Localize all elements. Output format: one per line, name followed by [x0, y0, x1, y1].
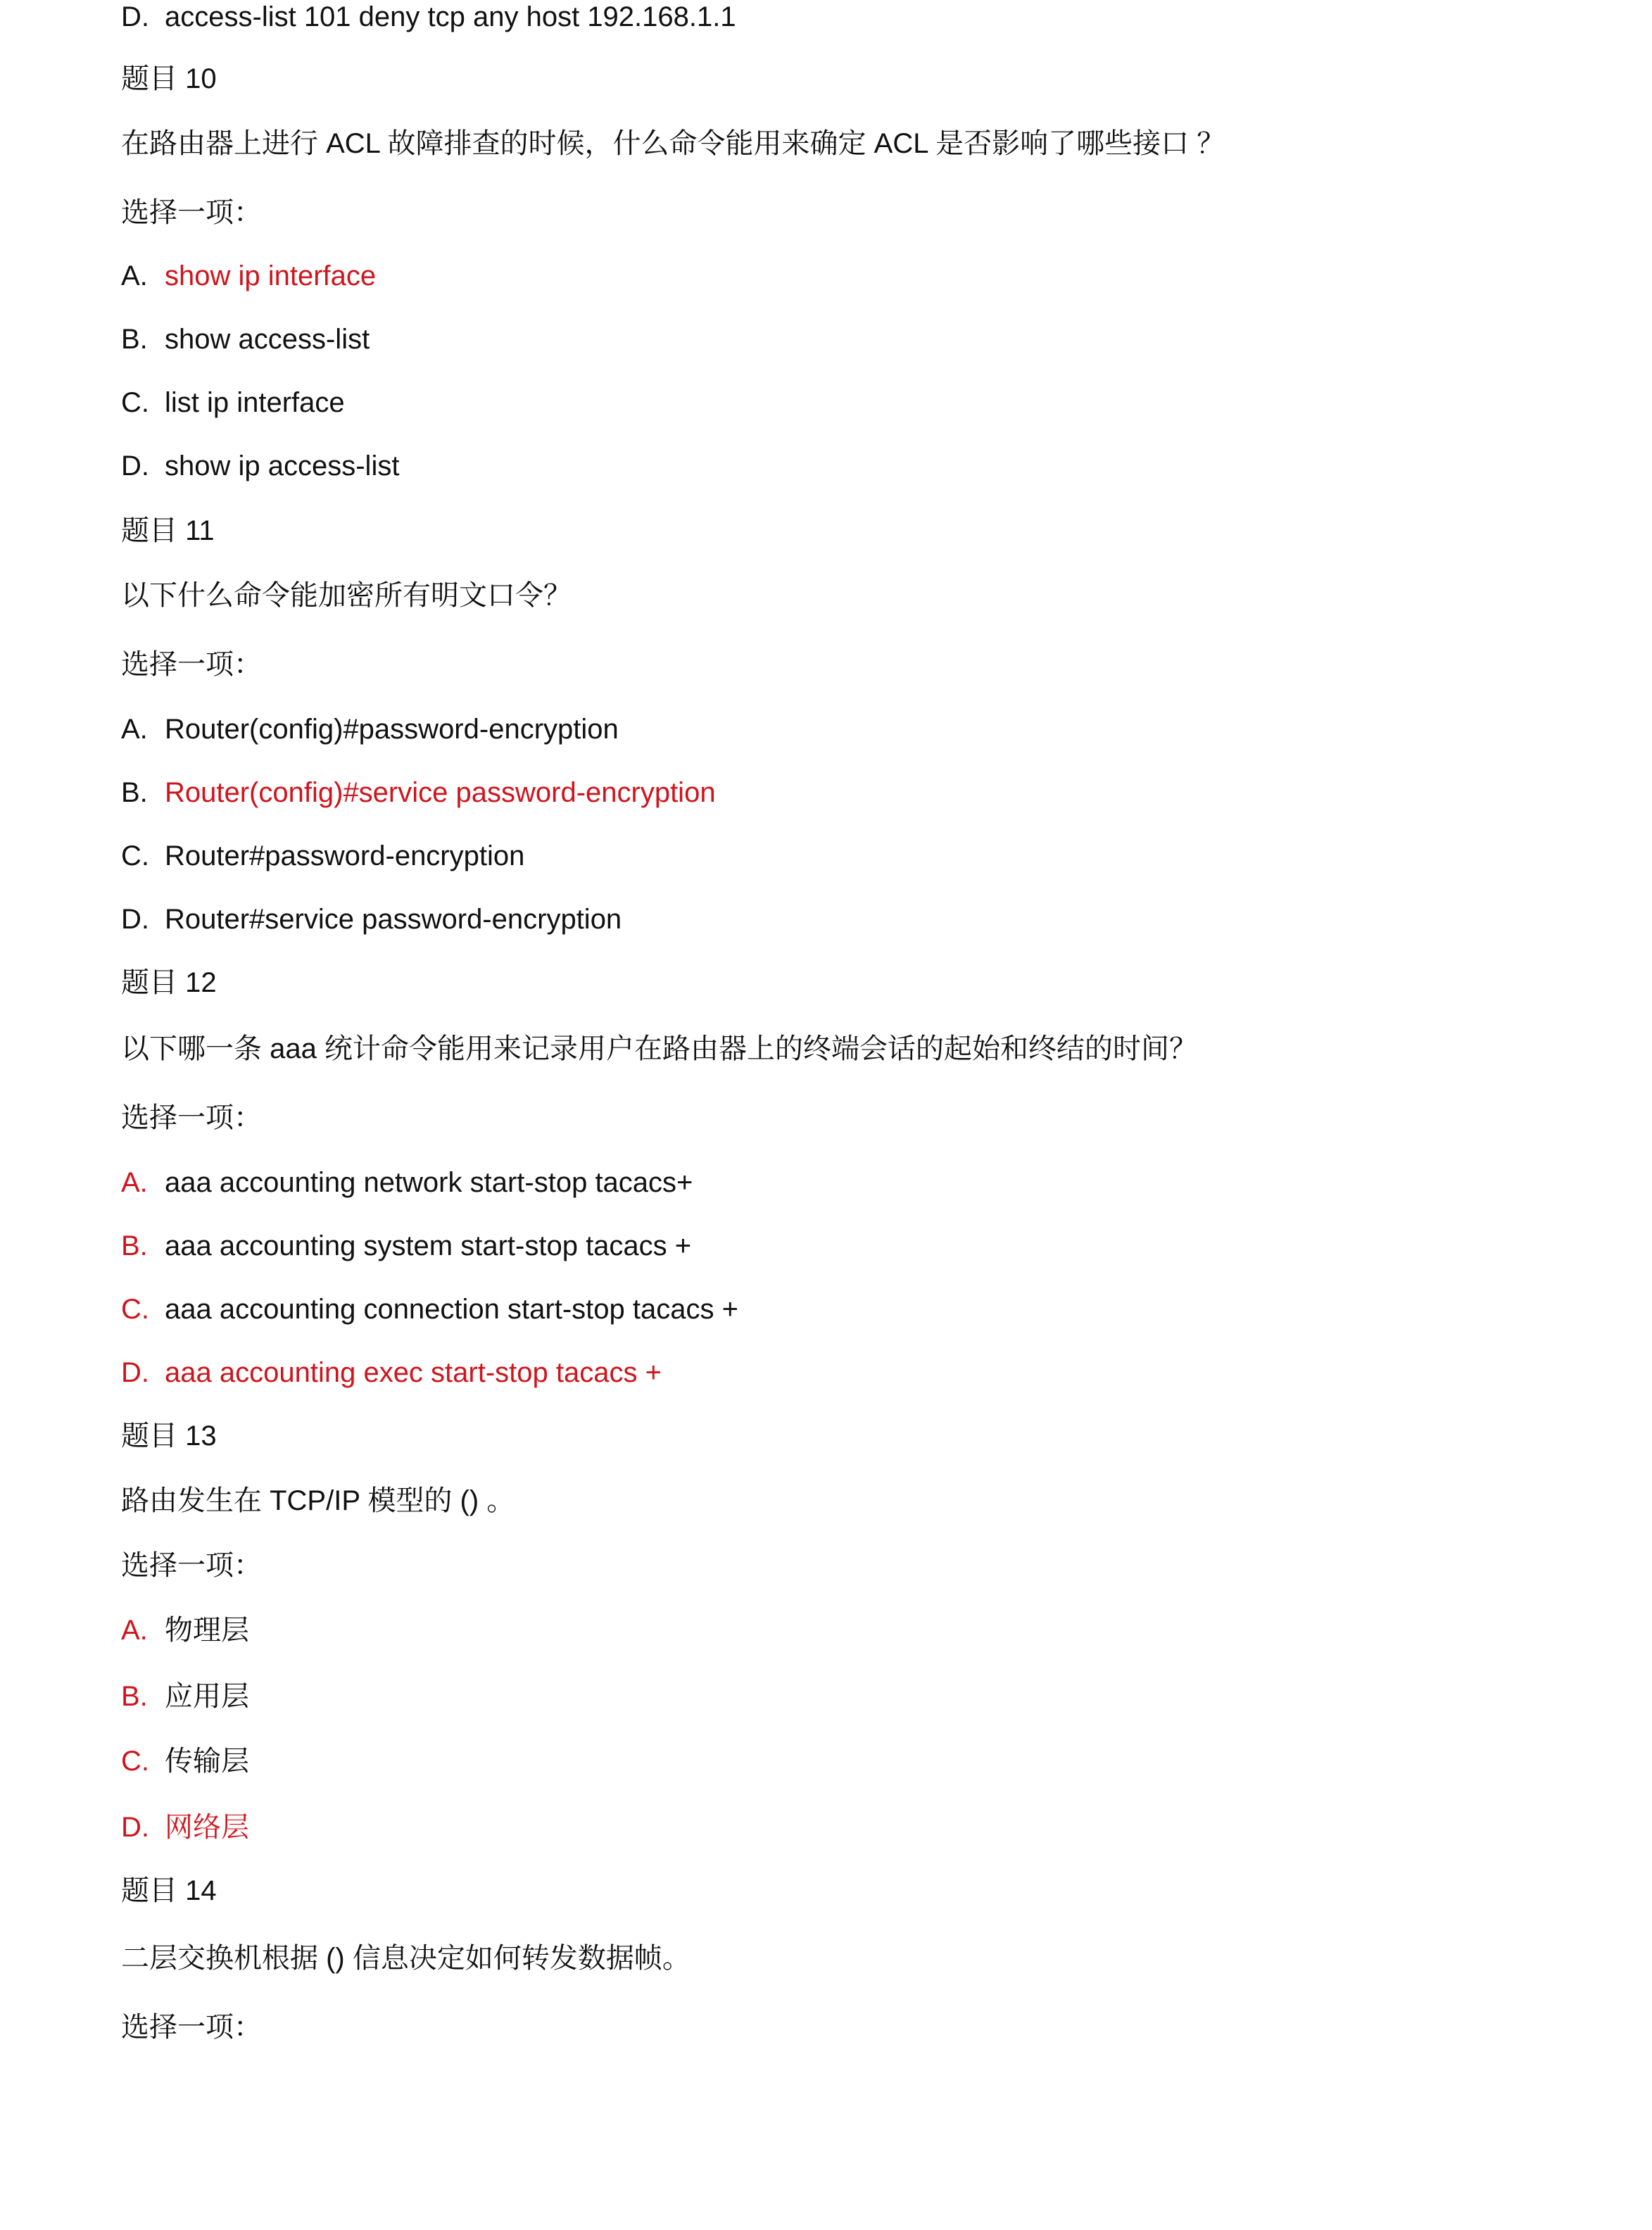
question-number: 题目 11	[121, 515, 215, 546]
option-item	[121, 259, 376, 293]
option-item	[121, 902, 622, 936]
option-letter: D.	[121, 1812, 149, 1843]
option-item	[121, 386, 345, 420]
question-number: 题目 10	[121, 63, 217, 94]
option-text: show ip interface	[165, 260, 377, 291]
option-letter: C.	[121, 1746, 149, 1777]
option-text: aaa accounting network start-stop tacacs+	[165, 1167, 693, 1198]
option-item	[121, 1292, 738, 1326]
option-letter: B.	[121, 777, 148, 808]
option-item	[121, 322, 370, 356]
option-item	[121, 1613, 249, 1647]
option-item	[121, 1356, 662, 1390]
option-text: 物理层	[165, 1615, 249, 1646]
option-item	[121, 776, 716, 810]
option-letter: A.	[121, 1615, 148, 1646]
option-item	[121, 1810, 249, 1844]
question-number: 题目 12	[121, 967, 217, 998]
option-letter: A.	[121, 260, 148, 291]
option-letter: B.	[121, 1681, 148, 1712]
question-text: 路由发生在 TCP/IP 模型的 () 。	[121, 1485, 515, 1516]
option-letter: D.	[121, 1357, 149, 1388]
option-text: Router(config)#service password-encryption	[165, 777, 716, 808]
option-text: show access-list	[165, 324, 370, 355]
choose-one-prompt: 选择一项：	[121, 1102, 262, 1133]
option-item	[121, 1229, 691, 1263]
choose-one-prompt: 选择一项：	[121, 649, 262, 680]
option-letter: A.	[121, 1167, 148, 1198]
option-text: aaa accounting exec start-stop tacacs +	[165, 1357, 662, 1388]
option-letter: A.	[121, 714, 148, 745]
option-letter: C.	[121, 387, 149, 418]
option-text: Router#service password-encryption	[165, 904, 622, 935]
choose-one-prompt: 选择一项：	[121, 197, 262, 228]
question-text: 在路由器上进行 ACL 故障排查的时候，什么命令能用来确定 ACL 是否影响了哪些接口 ？	[121, 128, 1225, 159]
option-text: aaa accounting connection start-stop tacacs +	[165, 1294, 738, 1325]
option-item	[121, 1680, 249, 1713]
option-letter: C.	[121, 840, 149, 871]
option-item	[121, 839, 524, 873]
question-text: 以下什么命令能加密所有明文口令？	[121, 580, 572, 611]
choose-one-prompt: 选择一项：	[121, 2012, 262, 2043]
option-text: Router#password-encryption	[165, 840, 525, 871]
option-item	[121, 1744, 249, 1778]
option-text: access-list 101 deny tcp any host 192.168.1.1	[165, 1, 736, 32]
option-text: show ip access-list	[165, 451, 400, 481]
option-letter: D.	[121, 451, 149, 481]
option-text: Router(config)#password-encryption	[165, 714, 619, 745]
question-number: 题目 14	[121, 1875, 217, 1906]
option-letter: C.	[121, 1294, 149, 1325]
option-letter: D.	[121, 1, 149, 32]
option-item	[121, 0, 736, 34]
choose-one-prompt: 选择一项：	[121, 1550, 262, 1581]
question-text: 以下哪一条 aaa 统计命令能用来记录用户在路由器上的终端会话的起始和终结的时间？	[121, 1033, 1197, 1064]
option-letter: D.	[121, 904, 149, 935]
question-number: 题目 13	[121, 1420, 217, 1451]
option-text: 网络层	[165, 1812, 249, 1843]
option-item	[121, 712, 619, 746]
option-letter: B.	[121, 324, 148, 355]
question-text: 二层交换机根据 () 信息决定如何转发数据帧。	[121, 1943, 691, 1974]
option-text: 应用层	[165, 1681, 249, 1712]
option-text: list ip interface	[165, 387, 345, 418]
option-letter: B.	[121, 1230, 148, 1261]
option-item	[121, 449, 399, 483]
option-item	[121, 1166, 693, 1199]
option-text: aaa accounting system start-stop tacacs +	[165, 1230, 692, 1261]
option-text: 传输层	[165, 1746, 249, 1777]
